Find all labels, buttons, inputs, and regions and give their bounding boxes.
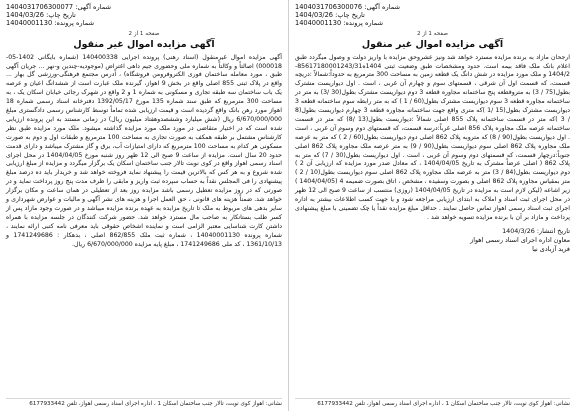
notice-page-1 (288, 0, 576, 411)
signer-name: فرید آزبادی نیا (532, 244, 570, 253)
file-number: شماره پرونده: 14040001130 (6, 19, 94, 28)
notice-title: آگهی مزایده اموال غیر منقول (361, 38, 504, 50)
file-number: شماره پرونده: 14040001130 (295, 19, 383, 28)
notice-body: ارجحان مازاد به برنده مزایده مسترد خواهد شد ونیز عشروحق مزایده با واریز دولت و وصول میگردد طبق اعلام بانک ملک فاقد بیمه است. حدود ومشخصات طبق وضعیت ثبتی 1404ه85617180001243/31-1404/2 و ملک مورد مزایده در شش دانگ یک قطعه زمین به مساحت 300 مترمربع به حدوداً:شمالاً :دریچه قسمت، که قسمت اول آن شرقی ، قسمتهای سوم و چهارم آن غربی ، است . اول دیواریست مشترک بطول(75 / 3) به متروقطعه پنج ساختمانه مجاوره قطعه 3 دوم دیواریست مشترک بطول(30 /3) به متر در ساختمانه مجاوره قطعه 3 سوم دیواریست مشترک بطول(60 / 1 ) که به متر رابطه سوم ساختمانه قطعه 3 دیواریست مشترک بطول(15 /1 )که متری واقع جهت ساختمانه مجاوره قطعه 3 چهارم دیواریست بطول(8 / 3 )که متر در قسمت ساختمانه پلاک 855 اصلی شمالاً :دیواریست بطول(13 /8) که متر در قسمت ساختمانه عرصه ملک مجاوره پلاک 856 اصلی غرباً:درسه قسمت، که قسمتهای دوم وسوم آن غربی ، است . اول دیواریست بطول(90 / 8) که متروبه پلاک 862 اصلی دوم دیواریست بطول(60 / 2 ) که متر به عرصه ملک مجاوره پلاک 862 اصلی سوم دیواریست بطول(90 / 9) به متر عرصه ملک مجاوره پلاک 862 اصلی جنوباً:درچهار قسمت، که قسمتهای دوم وسوم آن غربی ، است . اول دیواریست بطول(30 / 7) که متر به پلاک 862 ( اصلی عرضاً مشترک به تاریخ 1404/04/05 ، که معادل صدر مورد مزایده که ارزیابی آن 2 ) دوم دیواریست بطول(84 / 3) متر به عرصه ملک مجاوره پلاک 862 اصلی سوم دیواریست بطول(10 / 2 ) متر بمقیاس مجاوره پلاک 862 اصلی و بصورت وسفیده ، مشخص ، اتاق بصورت ضمیمه 4 (1404/04/05 ) زیر اشاعه (لیکن لازم است به مزایده در تاریخ 1404/04/05 (روزی) منتسب از ساعت 9 صبح الی 12 ظهر در محل اجرای ثبت اسناد و املاک به ابتدای ارزیابی مراجعه شود و یا جهت کسب اطلاعات بیشتر به اداره اجرای ثبت اسناد رسمی اهواز تماس حاصل نمایند . حداقل مبلغ مزایده نقداً یا چک تضمینی با مبلغ پیشنهادی پرداخت و مازاد بر آن با برنده مزایده تسویه خواهد شد . (295, 53, 571, 221)
page-number: صفحه 1 از 2 (417, 30, 448, 37)
notice-footer: نشانی: اهواز کوی نوبت، تالار جنب ساختمان اسکان 1 ، اداره اجرای اسناد رسمی اهواز، تلفن 6177933442 (6, 398, 282, 408)
notice-footer: نشانی: اهواز کوی نوبت، تالار جنب ساختمان اسکان 1 ، اداره اجرای اسناد رسمی اهواز، تلفن 6177933442 (295, 398, 570, 408)
print-date: تاریخ چاپ: 1404/03/26 (295, 11, 365, 20)
notice-title: آگهی مزایده اموال غیر منقول (73, 38, 215, 50)
signature-block (295, 227, 570, 254)
signer-title: معاون اداره اجرای اسناد رسمی اهواز (470, 235, 570, 244)
print-date: تاریخ چاپ: 1404/03/26 (6, 11, 76, 20)
notice-number: شماره آگهی: 1404031706300077 (6, 3, 112, 11)
notice-number: شماره آگهی: 1404031706300076 (295, 3, 401, 11)
notice-body: آگهی مزایده اموال غیرمنقول (اسناد رهنی) پرونده اجرایی 140400338 (شماره بایگانی 1402-05-000018) اصالتاً و وکالتاً به شماره ملی وحضوری جیم داهی اغتراض (موجودیه-چندین و-نهر ... جریان آگهی طبق ، مورد معامله ساختمان فوری الکتروفرومن فروشگاه) ، آدرس مجتمع فرهنگی-ورزشی گل بهار ... واقع در پلاک ثبتی 855 اصلی واقع در بخش 9 اهواز، گیرنده ملک عبارت است از ششدانگ اعیان و عرصه یک باب ساختمان سه طبقه تجاری و مسکونی به شماره 1 و 2 واقع در شهرک رجائی خیابان اسکان یک ، به مساحت 300 مترمربع که طبق سند شماره 135 مورخ 1392/05/17 دفترخانه اسناد رسمی شماره 18 اهواز مورد رهن بانک واقع گردیده است و قیمت ارزیابی شده تماماً توسط کارشناس رسمی دادگستری مبلغ 6/670/000/000 ریال (شش میلیارد وششصدوهفتاد میلیون ریال) در زمانی مستند به این پرونده ارزیابی شده است که در اختیار متقاضی در مورد ملک مورد مزایده گذاشته میشود. ملک مورد مزایده طبق نظر کارشناس مشتمل بر طبقه همکف به صورت تجاری به مساحت 100 مترمربع و طبقات اول و دوم به صورت مسکونی هر کدام به مساحت 100 مترمربع که دارای امتیازات آب، برق و گاز مشترک میباشد و دارای قدمت حدود 20 سال است. مزایده از ساعت 9 صبح الی 12 ظهر روز شنبه مورخ 1404/04/05 در محل اجرای اسناد رسمی اهواز واقع در کوی نوبت تالار جنب ساختمان اسکان یک برگزار میگردد و مزایده از مبلغ ارزیابی شده شروع و به هر کس که بالاترین قیمت را پیشنهاد نماید فروخته خواهد شد و خریدار باید ده درصد مبلغ پیشنهادی را فی المجلس نقداً به حساب سپرده ثبت واریز و مابقی را ظرف مدت پنج روز پرداخت نماید و در صورتی که در روز مزایده تعطیل رسمی باشد مزایده روز بعد از تعطیلی در همان ساعت و مکان برگزار خواهد شد. ضمناً هزینه های قانونی ، حق العمل اجرا و هزینه های نشر آگهی و مالیات و عوارض شهرداری و سایر بدهی های مربوط به ملک تا تاریخ مزایده به عهده برنده مزایده میباشد و در صورت وجود مازاد پس از کسر طلب بستانکار به صاحب مال مسترد خواهد شد. حضور شرکت کنندگان در جلسه مزایده با همراه داشتن کارت شناسایی معتبر الزامی است و نماینده اشخاص حقوقی باید معرفی نامه کتبی ارائه نمایند ، شماره پرونده 14040001130 ، شماره ثبت ملک 862/855 اصلی ، بدهکار : 1741249686 و 1361/10/13 ، کد ملی 1741249686 ، مبلغ پایه مزایده 6/670/000/000 ریال. (6, 53, 282, 248)
publication-date: تاریخ انتشار: 1404/3/26 (502, 226, 570, 235)
page-number: صفحه 1 از 2 (128, 30, 160, 37)
notice-meta (6, 3, 282, 28)
notice-meta (295, 3, 570, 28)
